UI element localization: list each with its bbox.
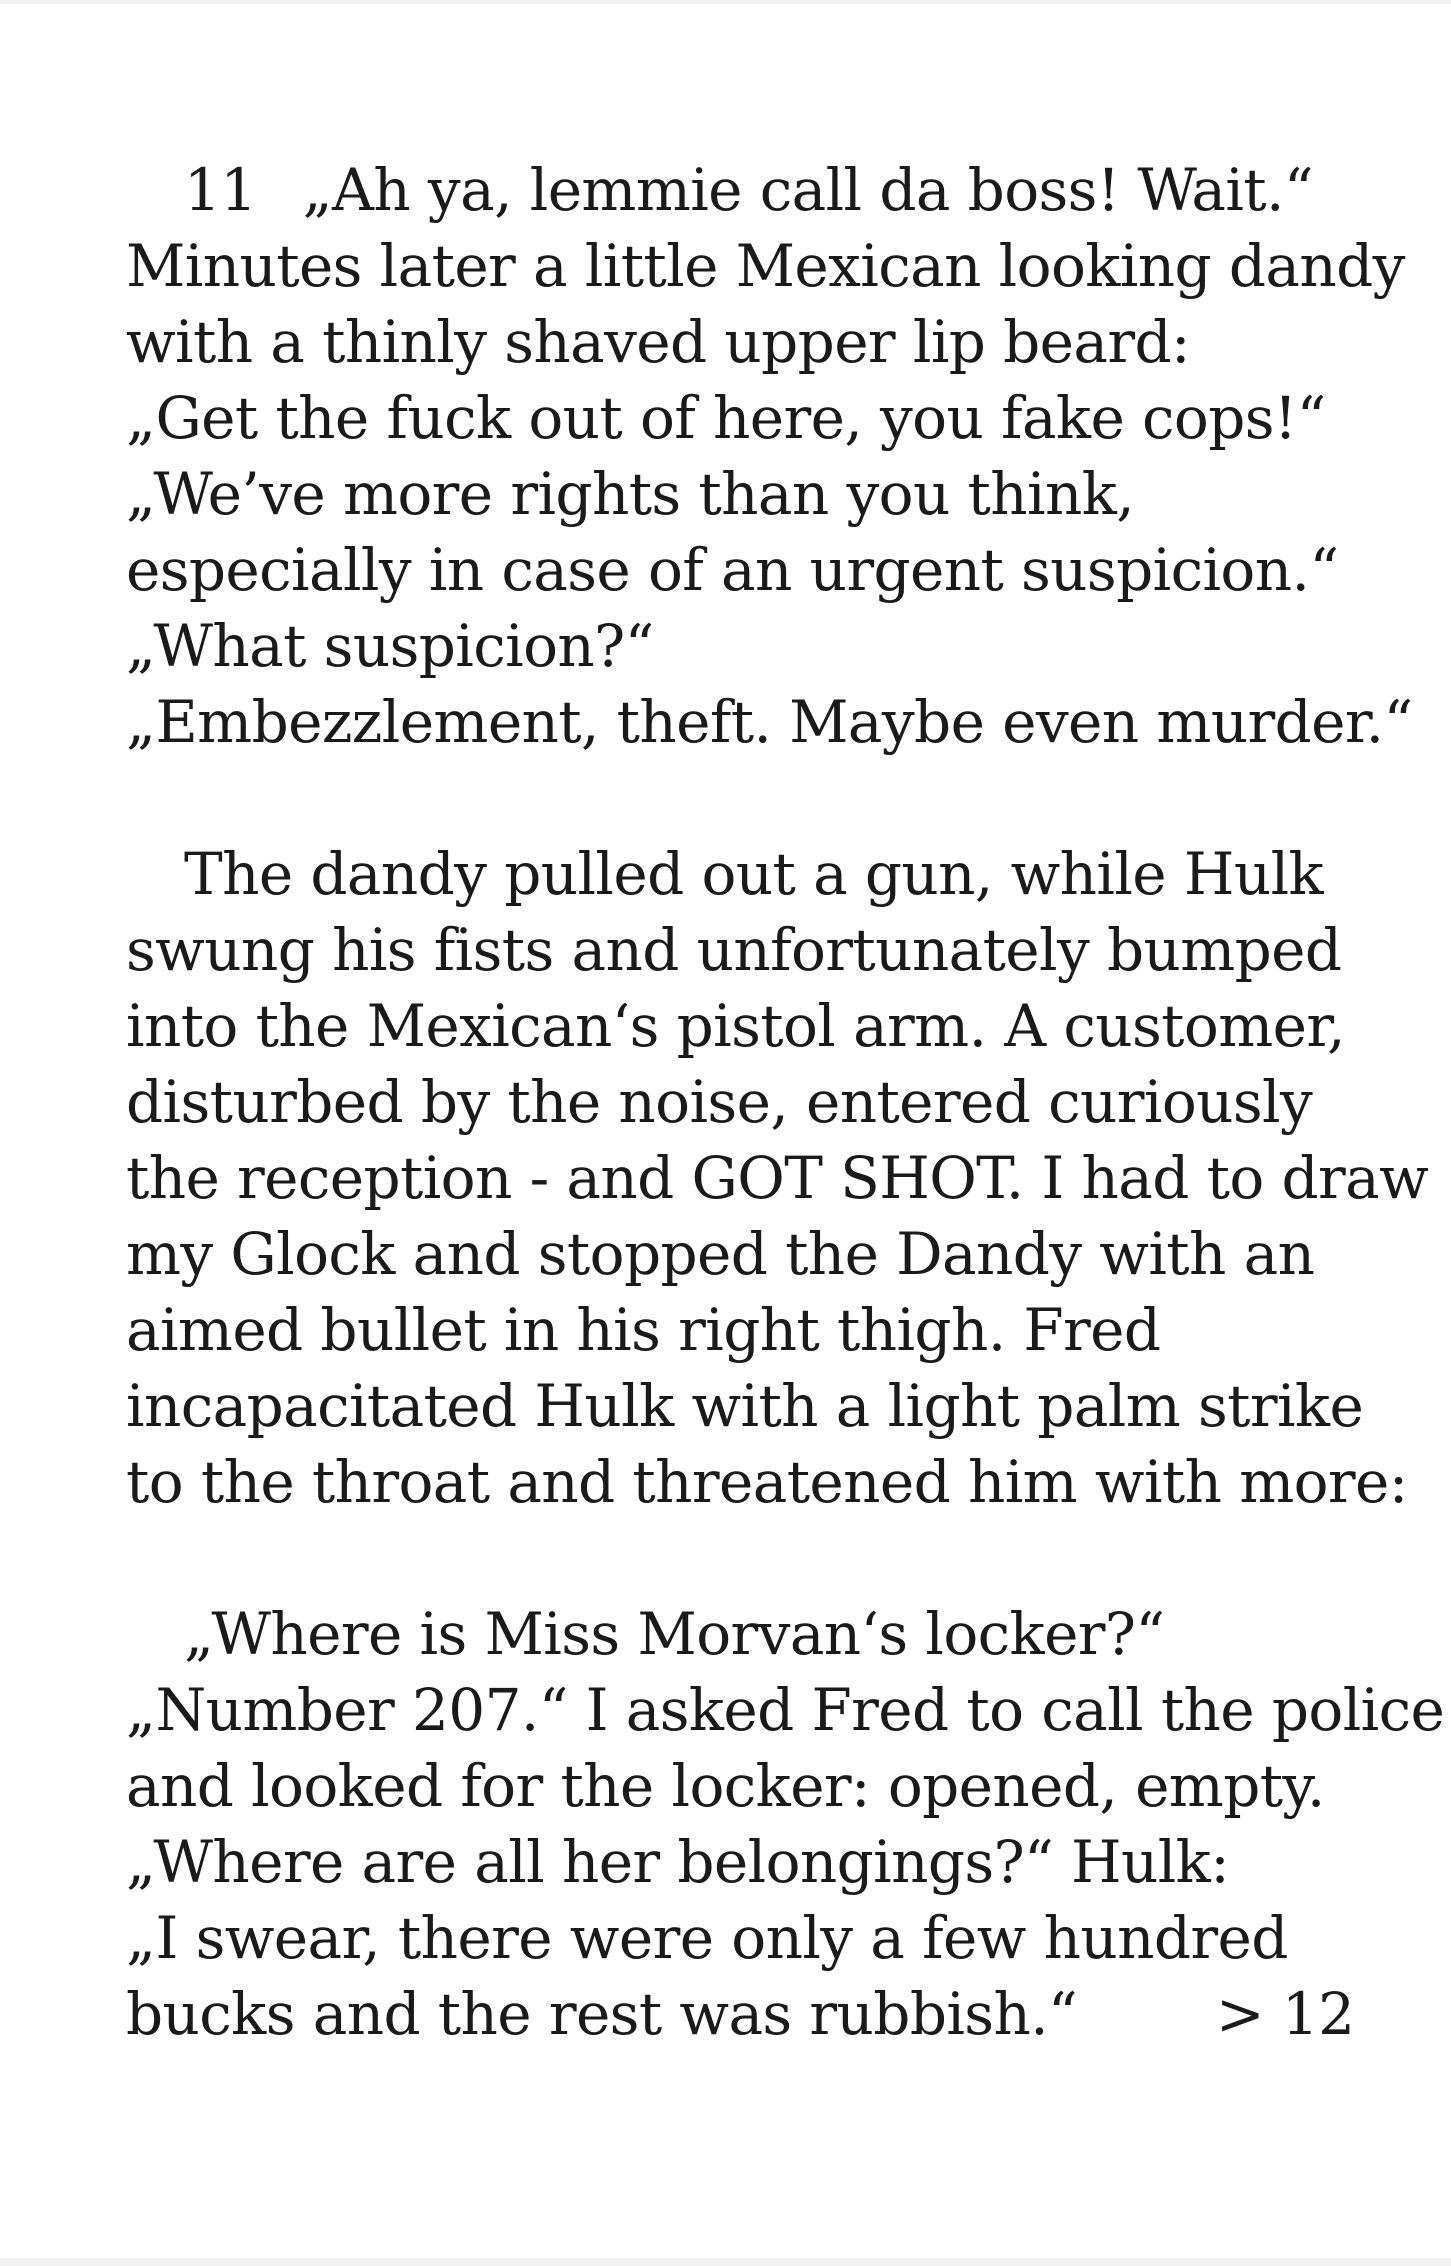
text-line: incapacitated Hulk with a light palm strike bbox=[126, 1372, 1364, 1440]
text-line: „I swear, there were only a few hundred bbox=[126, 1904, 1288, 1972]
text-line: The dandy pulled out a gun, while Hulk bbox=[184, 840, 1324, 908]
line-text: „Ah ya, lemmie call da boss! Wait.“ bbox=[302, 156, 1313, 224]
text-line: with a thinly shaved upper lip beard: bbox=[126, 308, 1190, 376]
text-line: my Glock and stopped the Dandy with an bbox=[126, 1220, 1315, 1288]
text-line: „Where are all her belongings?“ Hulk: bbox=[126, 1828, 1230, 1896]
text-line bbox=[126, 152, 1346, 228]
text-line: Minutes later a little Mexican looking dandy bbox=[126, 232, 1405, 300]
text-line: disturbed by the noise, entered curiously bbox=[126, 1068, 1313, 1136]
page-number: 11 bbox=[184, 156, 257, 224]
text-line: the reception - and GOT SHOT. I had to draw bbox=[126, 1144, 1429, 1212]
text-line: „Embezzlement, theft. Maybe even murder.“ bbox=[126, 688, 1413, 756]
text-line: aimed bullet in his right thigh. Fred bbox=[126, 1296, 1161, 1364]
text-line: „Where is Miss Morvan‘s locker?“ bbox=[184, 1600, 1165, 1668]
line-text: bucks and the rest was rubbish.“ bbox=[126, 1980, 1078, 2048]
text-line: „What suspicion?“ bbox=[126, 612, 654, 680]
next-page-link[interactable]: > 12 bbox=[1216, 1980, 1355, 2048]
text-line: „Number 207.“ I asked Fred to call the police bbox=[126, 1676, 1445, 1744]
text-line bbox=[126, 1976, 1355, 2052]
text-line: swung his fists and unfortunately bumped bbox=[126, 916, 1342, 984]
text-line: especially in case of an urgent suspicion.“ bbox=[126, 536, 1339, 604]
text-line: into the Mexican‘s pistol arm. A customer, bbox=[126, 992, 1345, 1060]
book-page bbox=[0, 4, 1451, 2258]
text-line: and looked for the locker: opened, empty. bbox=[126, 1752, 1325, 1820]
paragraph-gap bbox=[126, 760, 1346, 836]
paragraph-gap bbox=[126, 1520, 1346, 1596]
text-line: „Get the fuck out of here, you fake cops!“ bbox=[126, 384, 1326, 452]
text-line: to the throat and threatened him with more: bbox=[126, 1448, 1408, 1516]
text-line: „We’ve more rights than you think, bbox=[126, 460, 1135, 528]
page-text bbox=[126, 152, 1445, 2052]
